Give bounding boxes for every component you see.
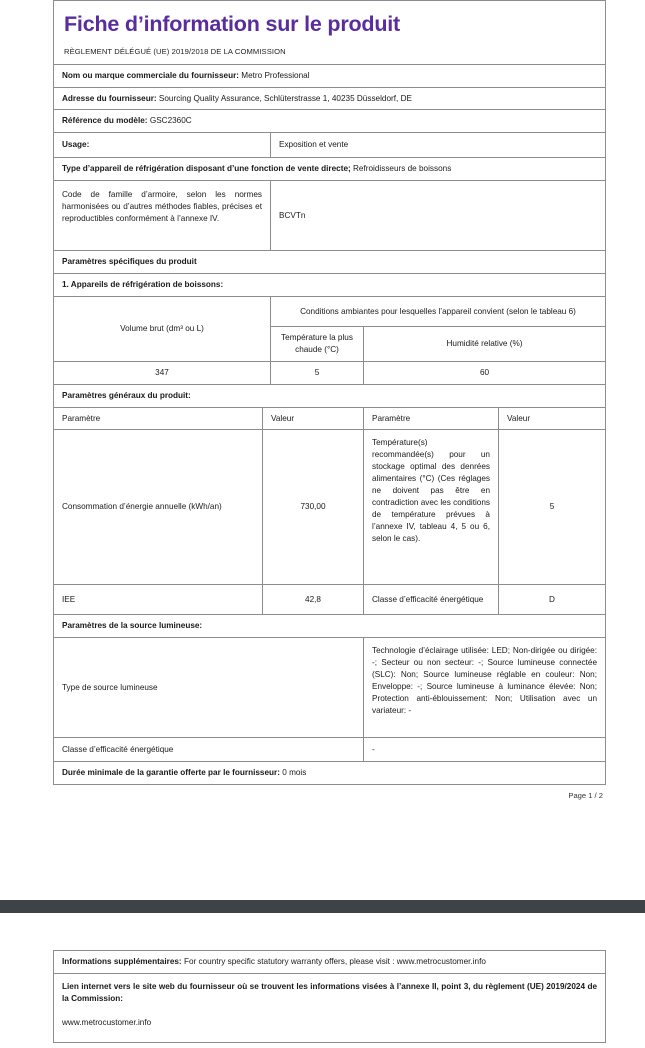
volume-header-cell bbox=[54, 296, 271, 361]
specific-params-section-cell bbox=[54, 251, 606, 274]
iee-value: 42,8 bbox=[305, 594, 321, 604]
model-reference-cell bbox=[54, 110, 606, 133]
col-header-value-left-text: Valeur bbox=[271, 413, 295, 423]
general-params-section-row bbox=[54, 384, 606, 407]
light-source-section-cell bbox=[54, 615, 606, 638]
usage-label-cell bbox=[54, 133, 271, 158]
family-code-label-cell bbox=[54, 181, 271, 251]
usage-value-cell bbox=[271, 133, 606, 158]
beverage-header-row-1 bbox=[54, 296, 606, 326]
humidity-value: 60 bbox=[479, 367, 490, 377]
page-separator-band bbox=[0, 900, 645, 913]
energy-class-value-cell bbox=[499, 585, 606, 615]
ambient-header-cell bbox=[271, 296, 606, 326]
light-source-type-value: Technologie d’éclairage utilisée: LED; Non-dirigée ou dirigée: -; Secteur ou non secteur: -; Source lumineuse connectée (SLC): Non; Source lumineuse réglable en couleur: Non; Enveloppe: -; Source lumineuse à luminance élevée: Non; Protection anti-éblouissement: Non; Utilisation avec un variateur: - bbox=[372, 646, 598, 715]
light-source-type-row bbox=[54, 638, 606, 738]
general-params-section-cell bbox=[54, 384, 606, 407]
annual-energy-value-cell bbox=[263, 430, 364, 585]
beverage-section-heading: 1. Appareils de réfrigération de boissons: bbox=[62, 280, 224, 290]
beverage-section-row bbox=[54, 274, 606, 297]
recommended-temp-label: Température(s) recommandée(s) pour un stockage optimal des denrées alimentaires (°C) (Ces réglages ne doivent pas être en contradiction avec les conditions de température prévues à l’annexe IV, tableau 4, 5 ou 6, selon le cas). bbox=[372, 438, 490, 543]
supplier-link-label-cell bbox=[54, 973, 606, 1042]
model-reference-value: GSC2360C bbox=[149, 116, 192, 126]
recommended-temp-label-cell bbox=[364, 430, 499, 585]
page-2 bbox=[53, 950, 605, 1043]
additional-info-label: Informations supplémentaires: bbox=[62, 957, 182, 966]
page-1 bbox=[53, 0, 605, 800]
col-header-value-right bbox=[499, 407, 606, 430]
table-row bbox=[54, 430, 606, 585]
recommended-temp-value: 5 bbox=[549, 502, 555, 512]
annual-energy-value: 730,00 bbox=[300, 502, 326, 512]
temp-header: Température la plus chaude (°C) bbox=[281, 332, 353, 354]
supplier-link-row bbox=[54, 973, 606, 1042]
iee-label: IEE bbox=[62, 594, 76, 604]
usage-value: Exposition et vente bbox=[279, 140, 349, 150]
additional-info-cell bbox=[54, 951, 606, 974]
supplier-name-row bbox=[54, 64, 606, 87]
iee-label-cell bbox=[54, 585, 263, 615]
light-source-type-label: Type de source lumineuse bbox=[62, 682, 158, 692]
light-source-class-value: - bbox=[372, 744, 375, 754]
product-information-table bbox=[53, 0, 606, 785]
supplier-address-label: Adresse du fournisseur: bbox=[62, 93, 157, 103]
supplier-address-value: Sourcing Quality Assurance, Schlüterstrasse 1, 40235 Düsseldorf, DE bbox=[158, 93, 412, 103]
regulation-subtitle: RÈGLEMENT DÉLÉGUÉ (UE) 2019/2018 DE LA COMMISSION bbox=[64, 46, 286, 56]
page-title: Fiche d’information sur le produit bbox=[64, 12, 401, 36]
volume-value: 347 bbox=[155, 367, 169, 377]
light-source-class-label-cell bbox=[54, 738, 364, 762]
specific-params-heading: Paramètres spécifiques du produit bbox=[62, 257, 197, 267]
supplier-address-cell bbox=[54, 87, 606, 110]
warranty-cell bbox=[54, 762, 606, 785]
temp-value-cell bbox=[271, 361, 364, 384]
family-code-value: BCVTn bbox=[279, 210, 306, 220]
col-header-param-left bbox=[54, 407, 263, 430]
appliance-type-label: Type d’appareil de réfrigération disposant d’une fonction de vente directe; bbox=[62, 164, 351, 174]
light-source-class-row bbox=[54, 738, 606, 762]
supplier-name-value: Metro Professional bbox=[241, 70, 310, 80]
col-header-param-right bbox=[364, 407, 499, 430]
humidity-header: Humidité relative (%) bbox=[446, 338, 523, 348]
col-header-value-left bbox=[263, 407, 364, 430]
light-source-type-value-cell bbox=[364, 638, 606, 738]
beverage-section-cell bbox=[54, 274, 606, 297]
annual-energy-label: Consommation d’énergie annuelle (kWh/an) bbox=[62, 502, 222, 512]
col-header-value-right-text: Valeur bbox=[507, 413, 531, 423]
energy-class-label: Classe d’efficacité énergétique bbox=[372, 594, 484, 604]
family-code-label: Code de famille d’armoire, selon les normes harmonisées ou d’autres méthodes fiables, précises et reproductibles conformément à l’annexe IV. bbox=[62, 190, 262, 223]
volume-value-cell bbox=[54, 361, 271, 384]
page-footer: Page 1 / 2 bbox=[568, 791, 603, 801]
supplier-link-value: www.metrocustomer.info bbox=[62, 1017, 152, 1027]
beverage-values-row bbox=[54, 361, 606, 384]
energy-class-value: D bbox=[549, 594, 555, 604]
humidity-header-cell bbox=[364, 326, 606, 361]
model-reference-row bbox=[54, 110, 606, 133]
col-header-param-right-text: Paramètre bbox=[372, 413, 411, 423]
additional-info-value: For country specific statutory warranty offers, please visit : www.metrocustomer.info bbox=[183, 957, 486, 966]
family-code-row bbox=[54, 181, 606, 251]
warranty-value: 0 mois bbox=[282, 768, 307, 778]
family-code-value-cell bbox=[271, 181, 606, 251]
appliance-type-row bbox=[54, 158, 606, 181]
appliance-type-value: Refroidisseurs de boissons bbox=[353, 164, 452, 174]
usage-row bbox=[54, 133, 606, 158]
light-source-class-label: Classe d’efficacité énergétique bbox=[62, 744, 174, 754]
table-row bbox=[54, 585, 606, 615]
appliance-type-cell bbox=[54, 158, 606, 181]
recommended-temp-value-cell bbox=[499, 430, 606, 585]
col-header-param-left-text: Paramètre bbox=[62, 413, 101, 423]
light-source-heading: Paramètres de la source lumineuse: bbox=[62, 621, 203, 631]
light-source-type-label-cell bbox=[54, 638, 364, 738]
iee-value-cell bbox=[263, 585, 364, 615]
supplier-address-row bbox=[54, 87, 606, 110]
ambient-header: Conditions ambiantes pour lesquelles l’appareil convient (selon le tableau 6) bbox=[300, 306, 576, 316]
model-reference-label: Référence du modèle: bbox=[62, 116, 148, 126]
general-params-heading: Paramètres généraux du produit: bbox=[62, 390, 191, 400]
warranty-label: Durée minimale de la garantie offerte par le fournisseur: bbox=[62, 768, 280, 778]
light-source-section-row bbox=[54, 615, 606, 638]
warranty-row bbox=[54, 762, 606, 785]
supplier-name-label: Nom ou marque commerciale du fournisseur: bbox=[62, 70, 239, 80]
temp-value: 5 bbox=[314, 367, 320, 377]
additional-information-table bbox=[53, 950, 606, 1043]
general-params-header-row bbox=[54, 407, 606, 430]
temp-header-cell bbox=[271, 326, 364, 361]
annual-energy-label-cell bbox=[54, 430, 263, 585]
title-row bbox=[54, 1, 606, 65]
supplier-link-label: Lien internet vers le site web du fournisseur où se trouvent les informations visées à l’annexe II, point 3, du règlement (UE) 2019/2024 de la Commission: bbox=[62, 981, 597, 1003]
humidity-value-cell bbox=[364, 361, 606, 384]
usage-label: Usage: bbox=[62, 140, 90, 150]
light-source-class-value-cell bbox=[364, 738, 606, 762]
title-cell bbox=[54, 1, 606, 65]
supplier-name-cell bbox=[54, 64, 606, 87]
volume-header: Volume brut (dm³ ou L) bbox=[120, 323, 204, 333]
energy-class-label-cell bbox=[364, 585, 499, 615]
additional-info-row bbox=[54, 951, 606, 974]
specific-params-section-row bbox=[54, 251, 606, 274]
